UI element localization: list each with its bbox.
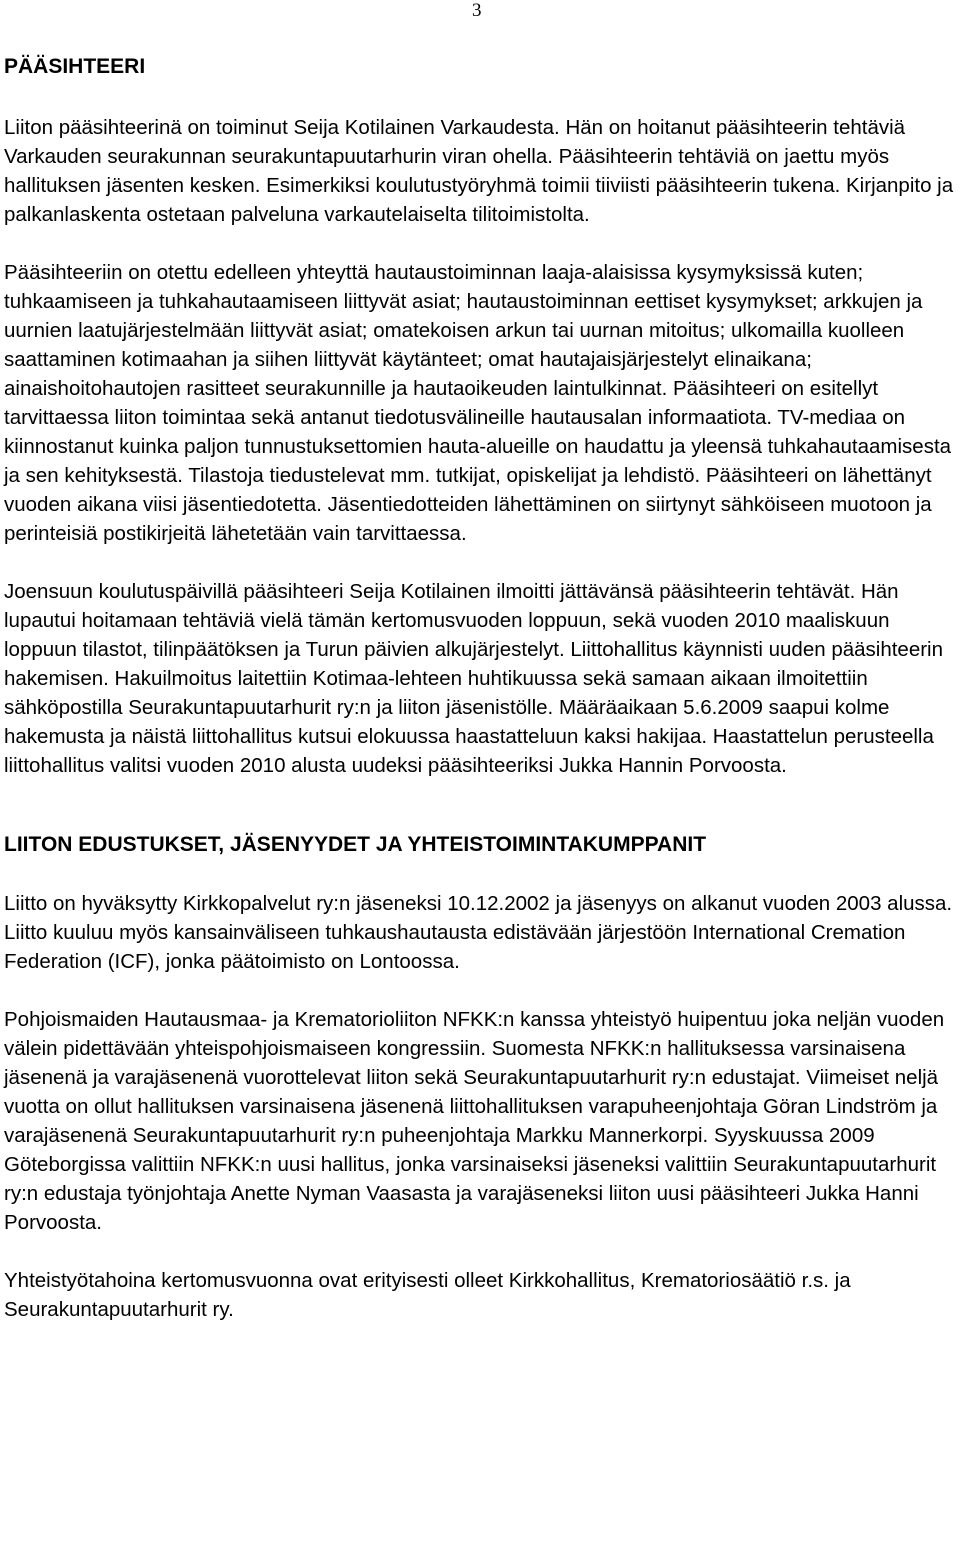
paragraph: Joensuun koulutuspäivillä pääsihteeri Seija Kotilainen ilmoitti jättävänsä pääsihteerin tehtävät. Hän lupautui hoitamaan tehtäviä vielä tämän kertomusvuoden loppuun, sekä vuoden 2010 maaliskuun loppuun tilastot, tilinpäätöksen ja Turun päivien alkujärjestelyt. Liittohallitus käynnisti uuden pääsihteerin hakemisen. Hakuilmoitus laitettiin Kotimaa-lehteen huhtikuussa sekä samaan aikaan ilmoitettiin sähköpostilla Seurakuntapuutarhurit ry:n ja liiton jäsenistölle. Määräaikaan 5.6.2009 saapui kolme hakemusta ja näistä liittohallitus kutsui elokuussa haastatteluun kaksi hakijaa. Haastattelun perusteella liittohallitus valitsi vuoden 2010 alusta uudeksi pääsihteeriksi Jukka Hannin Porvoosta. — [4, 580, 944, 777]
document-body — [4, 52, 956, 1324]
paragraph: Liitto on hyväksytty Kirkkopalvelut ry:n jäseneksi 10.12.2002 ja jäsenyys on alkanut vuoden 2003 alussa. — [4, 892, 953, 915]
paragraph: Liiton pääsihteerinä on toiminut Seija Kotilainen Varkaudesta. Hän on hoitanut pääsihteerin tehtäviä Varkauden seurakunnan seurakuntapuutarhurin viran ohella. Pääsihteerin tehtäviä on jaettu myös hallituksen jäsenten kesken. Esimerkiksi koulutustyöryhmä toimii tiiviisti pääsihteerin tukena. Kirjanpito ja palkanlaskenta ostetaan palveluna varkautelaiselta tilitoimistolta. — [4, 116, 954, 226]
section-heading-edustukset: LIITON EDUSTUKSET, JÄSENYYDET JA YHTEISTOIMINTAKUMPPANIT — [4, 833, 707, 856]
page-number: 3 — [472, 0, 482, 21]
section-heading-paasihteeri: PÄÄSIHTEERI — [4, 55, 146, 78]
section-spacer — [4, 780, 956, 830]
paragraph: Liitto kuuluu myös kansainväliseen tuhkaushautausta edistävään järjestöön International Cremation Federation (ICF), jonka päätoimisto on Lontoossa. — [4, 921, 906, 973]
paragraph: Pääsihteeriin on otettu edelleen yhteyttä hautaustoiminnan laaja-alaisissa kysymyksissä kuten; tuhkaamiseen ja tuhkahautaamiseen liittyvät asiat; hautaustoiminnan eettiset kysymykset; arkkujen ja uurnien laatujärjestelmään liittyvät asiat; omatekoisen arkun tai uurnan mitoitus; ulkomailla kuolleen saattaminen kotimaahan ja siihen liittyvät käytänteet; omat hautajaisjärjestelyt elinaikana; ainaishoitohautojen rasitteet seurakunnille ja hautaoikeuden laintulkinnat. Pääsihteeri on esitellyt tarvittaessa liiton toimintaa sekä antanut tiedotusvälineille hautausalan informaatiota. TV-mediaa on kiinnostanut kuinka paljon tunnustuksettomien hauta-alueille on haudattu ja yleensä tuhkahautaamisesta ja sen kehityksestä. Tilastoja tiedustelevat mm. tutkijat, opiskelijat ja lehdistö. Pääsihteeri on lähettänyt vuoden aikana viisi jäsentiedotetta. Jäsentiedotteiden lähettäminen on siirtynyt sähköiseen muotoon ja perinteisiä postikirjeitä lähetetään vain tarvittaessa. — [4, 261, 952, 545]
paragraph: Yhteistyötahoina kertomusvuonna ovat erityisesti olleet Kirkkohallitus, Krematoriosäätiö r.s. ja Seurakuntapuutarhurit ry. — [4, 1269, 851, 1321]
paragraph: Pohjoismaiden Hautausmaa- ja Krematorioliiton NFKK:n kanssa yhteistyö huipentuu joka neljän vuoden välein pidettävään yhteispohjoismaiseen kongressiin. Suomesta NFKK:n hallituksessa varsinaisena jäsenenä ja varajäsenenä vuorottelevat liiton sekä Seurakuntapuutarhurit ry:n edustajat. Viimeiset neljä vuotta on ollut hallituksen varsinaisena jäsenenä liittohallituksen varapuheenjohtaja Göran Lindström ja varajäsenenä Seurakuntapuutarhurit ry:n puheenjohtaja Markku Mannerkorpi. Syyskuussa 2009 Göteborgissa valittiin NFKK:n uusi hallitus, jonka varsinaiseksi jäseneksi valittiin Seurakuntapuutarhurit ry:n edustaja työnjohtaja Anette Nyman Vaasasta ja varajäseneksi liiton uusi pääsihteeri Jukka Hanni Porvoosta. — [4, 1008, 945, 1234]
